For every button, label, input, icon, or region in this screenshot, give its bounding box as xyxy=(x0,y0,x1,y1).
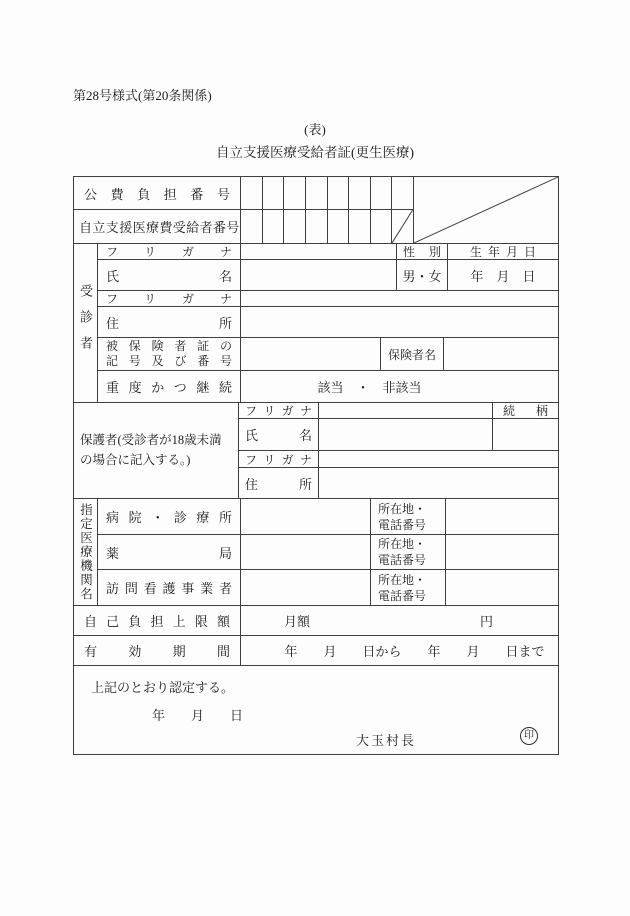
digit-cell xyxy=(241,210,263,244)
digit-cell xyxy=(392,177,414,210)
validity-label: 有 効 期 間 xyxy=(74,636,241,666)
diagonal-line xyxy=(414,177,558,243)
pharmacy-location-label: 所在地・ 電話番号 xyxy=(371,535,446,570)
certify-text: 上記のとおり認定する。 xyxy=(91,680,235,695)
digit-cell-slashed xyxy=(392,210,414,244)
guardian-address-label: 住 所 xyxy=(239,468,319,499)
relation-header: 続 柄 xyxy=(493,403,558,419)
certification-block xyxy=(74,666,558,754)
side-indicator: (表) xyxy=(304,122,326,137)
guardian-name-label: 氏 名 xyxy=(239,419,319,451)
insurer-field xyxy=(444,338,558,371)
recipient-name-label: 氏 名 xyxy=(98,260,241,291)
guardian-furigana2-label: フ リ ガ ナ xyxy=(239,451,319,468)
hospital-location-field xyxy=(446,499,558,535)
digit-cell xyxy=(371,177,393,210)
birth-value: 年 月 日 xyxy=(448,260,558,291)
guardian-furigana2-field xyxy=(319,451,558,468)
guardian-furigana-field xyxy=(319,403,493,419)
nursing-label: 訪 問 看 護 事 業 者 xyxy=(98,570,241,606)
digit-cell xyxy=(241,177,263,210)
nursing-location-label: 所在地・ 電話番号 xyxy=(371,570,446,606)
digit-cell xyxy=(263,177,285,210)
recipient-furigana-label: フ リ ガ ナ xyxy=(98,244,241,260)
digit-cell xyxy=(284,177,306,210)
pharmacy-field xyxy=(241,535,371,570)
hospital-field xyxy=(241,499,371,535)
form-number: 第28号様式(第20条関係) xyxy=(73,88,212,103)
form-title: 自立支援医療受給者証(更生医療) xyxy=(216,145,414,160)
nursing-location-field xyxy=(446,570,558,606)
public-expense-digit-cells xyxy=(241,177,414,210)
guardian-label: 保護者(受診者が18歳未満の場合に記入する。) xyxy=(74,403,239,499)
recipient-number-digit-cells xyxy=(241,210,414,244)
institution-vertical-label: 指定医療機関名 xyxy=(74,499,98,606)
diagonal-blank-cell xyxy=(414,177,558,244)
nursing-field xyxy=(241,570,371,606)
recipient-furigana2-label: フ リ ガ ナ xyxy=(98,291,241,307)
guardian-furigana-label: フ リ ガ ナ xyxy=(239,403,319,419)
digit-cell xyxy=(306,210,328,244)
slash-line xyxy=(392,210,413,243)
digit-cell xyxy=(349,177,371,210)
severity-value: 該当 ・ 非該当 xyxy=(241,371,558,403)
sex-value: 男・女 xyxy=(397,260,448,291)
digit-cell xyxy=(284,210,306,244)
mayor-name: 大玉村長 xyxy=(356,733,417,748)
public-expense-number-label: 公 費 負 担 番 号 xyxy=(74,177,241,210)
hospital-label: 病 院 ・ 診 療 所 xyxy=(98,499,241,535)
recipient-number-label: 自立支援医療費受給者番号 xyxy=(74,210,241,244)
insurer-label: 保険者名 xyxy=(381,338,444,371)
digit-cell xyxy=(328,177,350,210)
digit-cell xyxy=(263,210,285,244)
birth-header: 生 年 月 日 xyxy=(448,244,558,260)
digit-cell xyxy=(306,177,328,210)
pharmacy-label: 薬 局 xyxy=(98,535,241,570)
certify-date: 年 月 日 xyxy=(152,708,244,723)
recipient-address-label: 住 所 xyxy=(98,307,241,338)
recipient-furigana-field xyxy=(241,244,397,260)
sex-header: 性 別 xyxy=(397,244,448,260)
recipient-vertical-label: 受診者 xyxy=(74,244,98,403)
copay-limit-value xyxy=(241,606,558,636)
insurance-number-label: 被 保 険 者 証 の 記 号 及 び 番 号 xyxy=(98,338,241,371)
copay-monthly-label: 月額 xyxy=(284,614,311,629)
recipient-name-field xyxy=(241,260,397,291)
insurance-number-field xyxy=(241,338,381,371)
digit-cell xyxy=(349,210,371,244)
mayor-seal-icon: 印 xyxy=(520,727,538,745)
guardian-address-field xyxy=(319,468,558,499)
hospital-location-label: 所在地・ 電話番号 xyxy=(371,499,446,535)
certificate-table xyxy=(73,176,559,755)
digit-cell xyxy=(371,210,393,244)
copay-unit-label: 円 xyxy=(479,614,493,629)
guardian-name-field xyxy=(319,419,493,451)
severity-label: 重 度 か つ 継 続 xyxy=(98,371,241,403)
recipient-furigana2-field xyxy=(241,291,558,307)
copay-limit-label: 自 己 負 担 上 限 額 xyxy=(74,606,241,636)
relation-field xyxy=(493,419,558,451)
validity-value: 年 月 日から 年 月 日まで xyxy=(241,636,558,666)
pharmacy-location-field xyxy=(446,535,558,570)
recipient-address-field xyxy=(241,307,558,338)
digit-cell xyxy=(328,210,350,244)
